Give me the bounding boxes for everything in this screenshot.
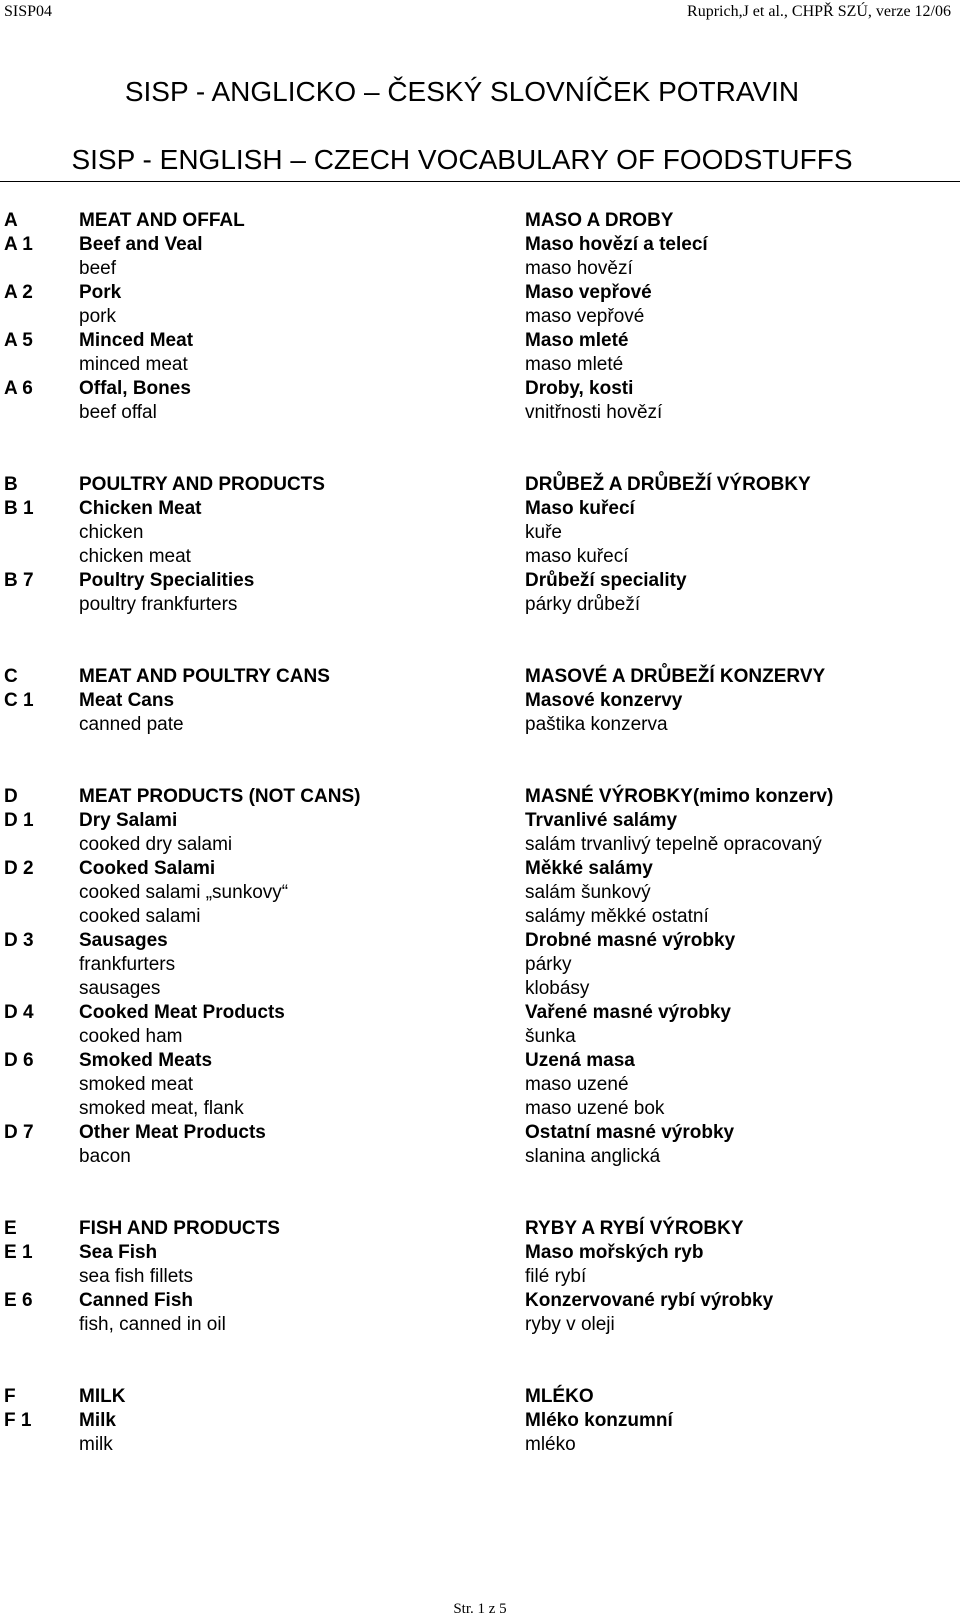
english-term: frankfurters bbox=[79, 954, 176, 975]
english-term: bacon bbox=[79, 1146, 131, 1167]
entry-code: A 6 bbox=[4, 378, 33, 399]
czech-term: filé rybí bbox=[525, 1266, 587, 1287]
category-row bbox=[0, 689, 960, 713]
entry-code: D 6 bbox=[4, 1050, 34, 1071]
english-term: Poultry Specialities bbox=[79, 570, 255, 591]
czech-term: Trvanlivé salámy bbox=[525, 810, 678, 831]
entry-code: C bbox=[4, 666, 18, 687]
english-term: Sea Fish bbox=[79, 1242, 158, 1263]
entry-code: D 7 bbox=[4, 1122, 34, 1143]
english-term: Other Meat Products bbox=[79, 1122, 266, 1143]
english-term: cooked dry salami bbox=[79, 834, 233, 855]
english-term: chicken meat bbox=[79, 546, 191, 567]
english-term: Chicken Meat bbox=[79, 498, 202, 519]
item-row bbox=[0, 593, 960, 617]
category-row bbox=[0, 1049, 960, 1073]
page-title-czech: SISP - ANGLICKO – ČESKÝ SLOVNÍČEK POTRAVIN bbox=[124, 76, 800, 107]
english-term: cooked salami bbox=[79, 906, 201, 927]
english-term: cooked salami „sunkovy“ bbox=[79, 882, 289, 903]
category-row bbox=[0, 809, 960, 833]
czech-term: salám šunkový bbox=[525, 882, 651, 903]
entry-code: A bbox=[4, 210, 18, 231]
czech-term: Ostatní masné výrobky bbox=[525, 1122, 735, 1143]
english-term: smoked meat bbox=[79, 1074, 194, 1095]
item-row bbox=[0, 1073, 960, 1097]
czech-term: maso vepřové bbox=[525, 306, 645, 327]
item-row bbox=[0, 977, 960, 1001]
entry-code: F bbox=[4, 1386, 16, 1407]
czech-term: ryby v oleji bbox=[525, 1314, 615, 1335]
czech-term: paštika konzerva bbox=[525, 714, 668, 735]
english-term: beef bbox=[79, 258, 116, 279]
vocabulary-section bbox=[0, 1385, 960, 1457]
category-row bbox=[0, 1001, 960, 1025]
entry-code: A 1 bbox=[4, 234, 33, 255]
item-row bbox=[0, 905, 960, 929]
czech-term: MASO A DROBY bbox=[525, 210, 674, 231]
czech-term: vnitřnosti hovězí bbox=[525, 402, 663, 423]
entry-code: D bbox=[4, 786, 18, 807]
item-row bbox=[0, 1145, 960, 1169]
english-term: POULTRY AND PRODUCTS bbox=[79, 474, 325, 495]
category-row bbox=[0, 569, 960, 593]
english-term: minced meat bbox=[79, 354, 188, 375]
english-term: fish, canned in oil bbox=[79, 1314, 226, 1335]
vocabulary-section bbox=[0, 665, 960, 737]
czech-term: párky bbox=[525, 954, 572, 975]
vocabulary-section bbox=[0, 785, 960, 1169]
item-row bbox=[0, 305, 960, 329]
czech-term: Drobné masné výrobky bbox=[525, 930, 736, 951]
section-heading-row bbox=[0, 1217, 960, 1241]
english-term: Dry Salami bbox=[79, 810, 178, 831]
czech-term: Uzená masa bbox=[525, 1050, 635, 1071]
czech-term: RYBY A RYBÍ VÝROBKY bbox=[525, 1218, 744, 1239]
category-row bbox=[0, 929, 960, 953]
page-number: Str. 1 z 5 bbox=[453, 1601, 507, 1617]
header-authors: Ruprich,J et al., CHPŘ SZÚ, verze 12/06 bbox=[687, 3, 951, 20]
entry-code: A 5 bbox=[4, 330, 33, 351]
category-row bbox=[0, 1241, 960, 1265]
czech-term: klobásy bbox=[525, 978, 590, 999]
english-term: Smoked Meats bbox=[79, 1050, 213, 1071]
item-row bbox=[0, 1313, 960, 1337]
item-row bbox=[0, 833, 960, 857]
english-term: Pork bbox=[79, 282, 122, 303]
czech-term: Maso hovězí a telecí bbox=[525, 234, 708, 255]
english-term: MEAT AND OFFAL bbox=[79, 210, 245, 231]
page-title-english: SISP - ENGLISH – CZECH VOCABULARY OF FOODSTUFFS bbox=[71, 144, 853, 175]
czech-term: Maso mleté bbox=[525, 330, 629, 351]
item-row bbox=[0, 881, 960, 905]
english-term: Canned Fish bbox=[79, 1290, 194, 1311]
category-row bbox=[0, 1289, 960, 1313]
english-term: MEAT PRODUCTS (NOT CANS) bbox=[79, 786, 361, 807]
english-term: Meat Cans bbox=[79, 690, 175, 711]
czech-term: MASOVÉ A DRŮBEŽÍ KONZERVY bbox=[525, 666, 826, 687]
vocabulary-section bbox=[0, 209, 960, 425]
english-term: pork bbox=[79, 306, 116, 327]
entry-code: B 7 bbox=[4, 570, 34, 591]
item-row bbox=[0, 401, 960, 425]
entry-code: D 2 bbox=[4, 858, 34, 879]
category-row bbox=[0, 281, 960, 305]
entry-code: D 4 bbox=[4, 1002, 34, 1023]
item-row bbox=[0, 1025, 960, 1049]
english-term: Cooked Salami bbox=[79, 858, 216, 879]
english-term: Minced Meat bbox=[79, 330, 194, 351]
category-row bbox=[0, 1121, 960, 1145]
english-term: sea fish fillets bbox=[79, 1266, 194, 1287]
category-row bbox=[0, 377, 960, 401]
entry-code: D 3 bbox=[4, 930, 34, 951]
czech-term: maso mleté bbox=[525, 354, 624, 375]
czech-term: maso hovězí bbox=[525, 258, 633, 279]
entry-code: E 1 bbox=[4, 1242, 33, 1263]
english-term: Milk bbox=[79, 1410, 116, 1431]
english-term: smoked meat, flank bbox=[79, 1098, 244, 1119]
czech-term: šunka bbox=[525, 1026, 576, 1047]
czech-term: Droby, kosti bbox=[525, 378, 634, 399]
english-term: sausages bbox=[79, 978, 161, 999]
czech-term: salámy měkké ostatní bbox=[525, 906, 709, 927]
item-row bbox=[0, 953, 960, 977]
category-row bbox=[0, 857, 960, 881]
item-row bbox=[0, 521, 960, 545]
item-row bbox=[0, 545, 960, 569]
czech-term: maso uzené bok bbox=[525, 1098, 665, 1119]
entry-code: E 6 bbox=[4, 1290, 33, 1311]
entry-code: E bbox=[4, 1218, 17, 1239]
english-term: beef offal bbox=[79, 402, 157, 423]
czech-term: salám trvanlivý tepelně opracovaný bbox=[525, 834, 822, 855]
czech-term: párky drůbeží bbox=[525, 594, 641, 615]
entry-code: F 1 bbox=[4, 1410, 32, 1431]
english-term: MILK bbox=[79, 1386, 126, 1407]
czech-term: DRŮBEŽ A DRŮBEŽÍ VÝROBKY bbox=[525, 474, 811, 495]
section-heading-row bbox=[0, 1385, 960, 1409]
item-row bbox=[0, 257, 960, 281]
item-row bbox=[0, 1265, 960, 1289]
entry-code: D 1 bbox=[4, 810, 34, 831]
english-term: cooked ham bbox=[79, 1026, 183, 1047]
czech-term: mléko bbox=[525, 1434, 576, 1455]
header-doc-id: SISP04 bbox=[4, 3, 53, 20]
item-row bbox=[0, 713, 960, 737]
english-term: Beef and Veal bbox=[79, 234, 203, 255]
czech-term: Vařené masné výrobky bbox=[525, 1002, 731, 1023]
english-term: chicken bbox=[79, 522, 144, 543]
entry-code: A 2 bbox=[4, 282, 33, 303]
english-term: Cooked Meat Products bbox=[79, 1002, 285, 1023]
english-term: poultry frankfurters bbox=[79, 594, 238, 615]
item-row bbox=[0, 353, 960, 377]
czech-term: MASNÉ VÝROBKY(mimo konzerv) bbox=[525, 786, 834, 807]
vocabulary-section bbox=[0, 1217, 960, 1337]
vocabulary-list bbox=[0, 209, 960, 1505]
category-row bbox=[0, 233, 960, 257]
czech-term: slanina anglická bbox=[525, 1146, 661, 1167]
czech-term: MLÉKO bbox=[525, 1386, 594, 1407]
english-term: MEAT AND POULTRY CANS bbox=[79, 666, 330, 687]
czech-term: maso uzené bbox=[525, 1074, 629, 1095]
section-heading-row bbox=[0, 473, 960, 497]
czech-term: kuře bbox=[525, 522, 562, 543]
czech-term: Drůbeží speciality bbox=[525, 570, 687, 591]
czech-term: Maso vepřové bbox=[525, 282, 652, 303]
czech-term: Konzervované rybí výrobky bbox=[525, 1290, 774, 1311]
czech-term: maso kuřecí bbox=[525, 546, 629, 567]
category-row bbox=[0, 329, 960, 353]
item-row bbox=[0, 1433, 960, 1457]
entry-code: B 1 bbox=[4, 498, 34, 519]
czech-term: Maso mořských ryb bbox=[525, 1242, 704, 1263]
english-term: FISH AND PRODUCTS bbox=[79, 1218, 280, 1239]
english-term: canned pate bbox=[79, 714, 184, 735]
vocabulary-section bbox=[0, 473, 960, 617]
english-term: Sausages bbox=[79, 930, 168, 951]
category-row bbox=[0, 497, 960, 521]
czech-term: Maso kuřecí bbox=[525, 498, 635, 519]
czech-term: Měkké salámy bbox=[525, 858, 653, 879]
entry-code: B bbox=[4, 474, 18, 495]
entry-code: C 1 bbox=[4, 690, 34, 711]
category-row bbox=[0, 1409, 960, 1433]
czech-term: Mléko konzumní bbox=[525, 1410, 673, 1431]
czech-term: Masové konzervy bbox=[525, 690, 683, 711]
english-term: milk bbox=[79, 1434, 113, 1455]
title-divider bbox=[0, 181, 960, 182]
item-row bbox=[0, 1097, 960, 1121]
section-heading-row bbox=[0, 785, 960, 809]
english-term: Offal, Bones bbox=[79, 378, 191, 399]
section-heading-row bbox=[0, 665, 960, 689]
section-heading-row bbox=[0, 209, 960, 233]
